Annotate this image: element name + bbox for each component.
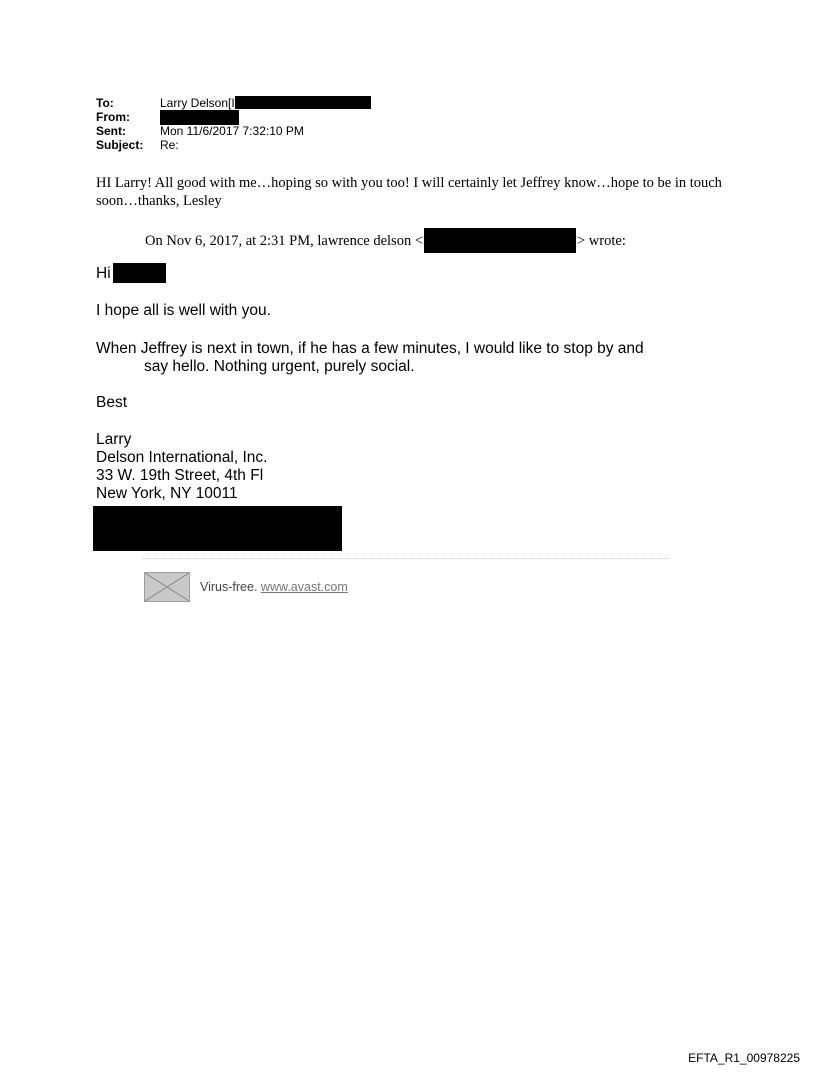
redaction-block [113, 263, 166, 283]
from-row [96, 110, 371, 124]
redaction-block [235, 96, 371, 109]
sent-label: Sent: [96, 124, 126, 138]
signature-address-2: New York, NY 10011 [96, 485, 238, 502]
broken-image-cross [145, 573, 189, 601]
email-header [96, 96, 371, 152]
redaction-block [424, 228, 576, 253]
signature-address-1: 33 W. 19th Street, 4th Fl [96, 467, 264, 484]
avast-link[interactable]: www.avast.com [260, 580, 348, 594]
quote-intro [145, 228, 626, 253]
quoted-line-2a: When Jeffrey is next in town, if he has a few minutes, I would like to stop by and [96, 340, 644, 357]
document-id: EFTA_R1_00978225 [688, 1051, 800, 1065]
signature-name: Larry [96, 431, 132, 448]
sent-row [96, 124, 371, 138]
greeting: Hi [96, 265, 111, 282]
signature [96, 431, 267, 503]
avast-line [200, 580, 348, 594]
reply-body: HI Larry! All good with me…hoping so with you too! I will certainly let Jeffrey know…hope to be in touch soon…thanks, Lesley [96, 175, 722, 209]
to-value [160, 96, 371, 110]
closing: Best [96, 394, 128, 411]
greeting-line [96, 263, 166, 283]
avast-label: Virus-free. [200, 580, 258, 594]
signature-company: Delson International, Inc. [96, 449, 268, 466]
to-name: Larry Delson[I [160, 96, 235, 110]
broken-image-icon [144, 572, 190, 602]
quoted-line-2b: say hello. Nothing urgent, purely social. [144, 358, 415, 375]
to-label: To: [96, 96, 114, 110]
subject-value: Re: [160, 138, 179, 152]
to-row [96, 96, 371, 110]
sent-value: Mon 11/6/2017 7:32:10 PM [160, 124, 304, 138]
quote-intro-end: > wrote: [577, 233, 626, 249]
divider [143, 558, 669, 559]
subject-row [96, 138, 371, 152]
subject-label: Subject: [96, 138, 144, 152]
from-label: From: [96, 110, 130, 124]
quoted-paragraph [96, 340, 716, 376]
quoted-line-1: I hope all is well with you. [96, 302, 271, 319]
quote-intro-start: On Nov 6, 2017, at 2:31 PM, lawrence delson < [145, 233, 423, 249]
redaction-block [160, 110, 239, 125]
redaction-block [93, 506, 342, 551]
